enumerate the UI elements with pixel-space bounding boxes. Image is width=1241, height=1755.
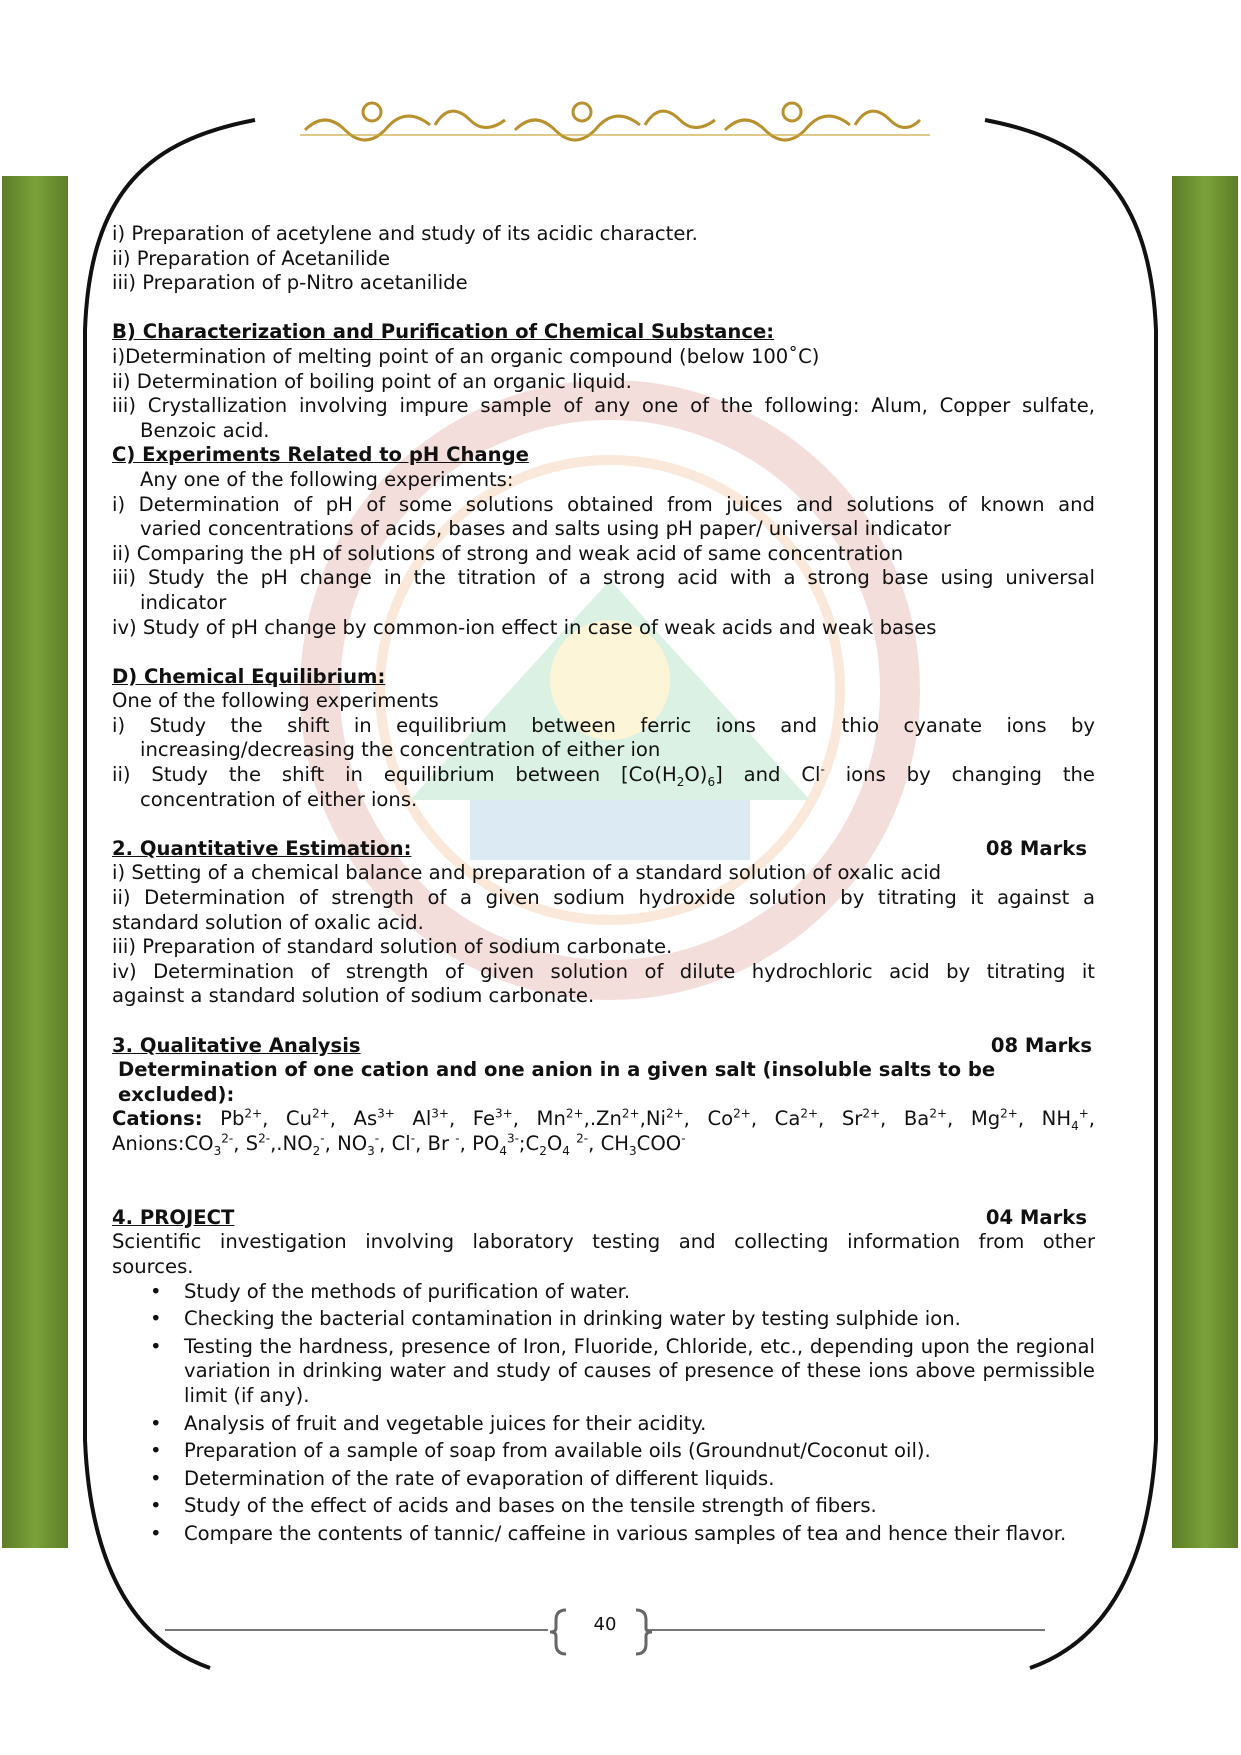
section-4-intro-cont: sources. (112, 1254, 194, 1278)
section-4-heading: 4. PROJECT (112, 1205, 235, 1229)
section-2-item-4: iv) Determination of strength of given solution of dilute hydrochloric acid by titrating it (112, 959, 1095, 983)
section-c-item-1-cont: varied concentrations of acids, bases and salts using pH paper/ universal indicator (140, 517, 951, 541)
list-item: • Study of the effect of acids and bases on the tensile strength of fibers. (184, 1494, 1095, 1519)
project-list (112, 1280, 1095, 1547)
list-item: • Compare the contents of tannic/ caffeine in various samples of tea and hence their flavor. (184, 1522, 1095, 1547)
section-b-heading: B) Characterization and Purification of Chemical Substance: (112, 320, 775, 344)
list-item: • Determination of the rate of evaporation of different liquids. (184, 1467, 1095, 1492)
list-item: • Preparation of a sample of soap from available oils (Groundnut/Coconut oil). (184, 1439, 1095, 1464)
section-3-marks: 08 Marks (990, 1033, 1092, 1057)
section-4-marks: 04 Marks (985, 1205, 1087, 1229)
section-c-heading: C) Experiments Related to pH Change (112, 443, 529, 467)
section-d-intro: One of the following experiments (112, 689, 439, 713)
section-c-item-4: iv) Study of pH change by common-ion effect in case of weak acids and weak bases (112, 615, 937, 639)
right-green-bar (1172, 176, 1238, 1548)
part-a-item-1: i) Preparation of acetylene and study of its acidic character. (112, 222, 698, 245)
section-2-item-4-cont: against a standard solution of sodium carbonate. (112, 984, 595, 1008)
list-item: • Analysis of fruit and vegetable juices for their acidity. (184, 1412, 1095, 1437)
section-3-header (112, 1034, 1095, 1059)
section-d-item-2: ii) Study the shift in equilibrium between $[Co(H_2O)_6]$ and Cl- ions by changing the (112, 762, 1095, 789)
section-d-heading: D) Chemical Equilibrium: (112, 664, 386, 688)
section-b-item-1: i)Determination of melting point of an organic compound (below 100˚C) (112, 344, 820, 368)
section-c-item-1: i) Determination of pH of some solutions obtained from juices and solutions of known and (112, 492, 1095, 516)
part-a-item-2: ii) Preparation of Acetanilide (112, 246, 391, 270)
left-green-bar (2, 176, 68, 1548)
page-content (112, 222, 1095, 1549)
section-2-item-2: ii) Determination of strength of a given sodium hydroxide solution by titrating it against a (112, 886, 1095, 910)
section-c-item-3-cont: indicator (140, 590, 227, 614)
page-number: 40 (593, 1614, 617, 1635)
section-2-item-1: i) Setting of a chemical balance and preparation of a standard solution of oxalic acid (112, 861, 942, 885)
ornament-divider (300, 103, 930, 140)
section-2-marks: 08 Marks (985, 836, 1087, 860)
cations-line: Cations: $Pb^{2+}$, $Cu^{2+}$, $As^{3+}$ $Al^{3+}$, $Fe^{3+}$, $Mn^{2+},.Zn^{2+},Ni^{2+}$, $Co^{2+}$, $Ca^{2+}$, $Sr^{2+}$, $Ba^{2+}$, $Mg^{2+}$, $NH_4^+$, (112, 1106, 1096, 1134)
section-b-item-2: ii) Determination of boiling point of an organic liquid. (112, 369, 632, 393)
section-3-heading: 3. Qualitative Analysis (112, 1033, 361, 1057)
section-2-heading: 2. Quantitative Estimation: (112, 836, 412, 860)
section-2-header (112, 837, 1095, 862)
section-b-item-3: iii) Crystallization involving impure sample of any one of the following: Alum, Copper sulfate, (112, 394, 1095, 418)
section-c-intro: Any one of the following experiments: (140, 467, 514, 491)
section-d-item-2-cont: concentration of either ions. (140, 787, 418, 811)
list-item: • Testing the hardness, presence of Iron, Fluoride, Chloride, etc., depending upon the regional variation in drinking water and study of causes of presence of these ions above permissible limit (if any). (184, 1335, 1095, 1409)
part-a-item-3: iii) Preparation of p-Nitro acetanilide (112, 271, 468, 295)
section-c-item-2: ii) Comparing the pH of solutions of strong and weak acid of same concentration (112, 541, 904, 565)
section-d-item-1: i) Study the shift in equilibrium between ferric ions and thio cyanate ions by (112, 713, 1095, 737)
section-4-intro: Scientific investigation involving laboratory testing and collecting information from other (112, 1230, 1095, 1254)
section-2-item-2-cont: standard solution of oxalic acid. (112, 910, 424, 934)
section-3-subheading: Determination of one cation and one anion in a given salt (insoluble salts to be excluded): (118, 1058, 996, 1106)
section-2-item-3: iii) Preparation of standard solution of sodium carbonate. (112, 935, 673, 959)
list-item: • Checking the bacterial contamination in drinking water by testing sulphide ion. (184, 1307, 1095, 1332)
section-c-item-3: iii) Study the pH change in the titration of a strong acid with a strong base using universal (112, 566, 1095, 590)
anions-line: $Anions:CO_3^{2-}$, $S^{2-},.NO_2^-$, $NO_3^-$, Cl-, Br -, $PO_4^{3-};C_2O_4$ $^{2-}$, $CH_3COO^-$ (112, 1131, 686, 1158)
list-item: • Study of the methods of purification of water. (184, 1280, 1095, 1305)
section-4-header (112, 1206, 1095, 1231)
section-d-item-1-cont: increasing/decreasing the concentration of either ion (140, 738, 661, 762)
section-b-item-3-cont: Benzoic acid. (140, 418, 270, 442)
